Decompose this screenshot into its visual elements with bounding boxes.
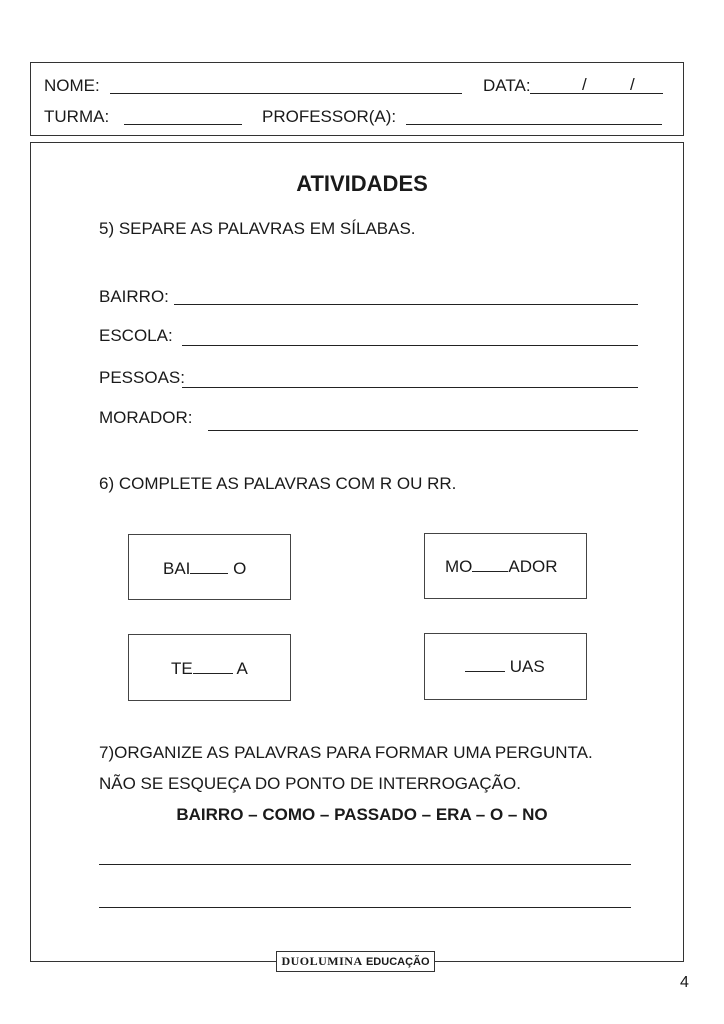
word-start: BAI [163,559,191,578]
word-end: O [233,559,247,578]
word-start: TE [171,659,193,678]
word-fill [163,559,246,579]
word-fill [171,659,248,679]
name-label: NOME: [44,76,100,95]
word-box [424,633,587,700]
date-separator: / [630,75,635,94]
word-end: UAS [509,657,545,676]
syllable-answer-line[interactable] [208,430,638,431]
page-title: ATIVIDADES [296,171,428,196]
word-fill [465,657,545,677]
name-field[interactable] [110,93,462,94]
syllable-answer-line[interactable] [182,387,638,388]
class-field[interactable] [124,124,242,125]
question-6-prompt: 6) COMPLETE AS PALAVRAS COM R OU RR. [99,474,457,493]
syllable-answer-line[interactable] [174,304,638,305]
date-label: DATA: [483,76,531,95]
syllable-word-label: ESCOLA: [99,326,173,345]
page-number: 4 [680,974,689,991]
word-fill [445,557,558,577]
teacher-label: PROFESSOR(A): [262,107,397,126]
word-box [128,534,291,600]
word-box [128,634,291,701]
syllable-word-label: BAIRRO: [99,287,169,306]
letter-blank[interactable] [190,559,228,574]
word-end: A [236,659,248,678]
answer-line[interactable] [99,864,631,865]
question-7-prompt: 7)ORGANIZE AS PALAVRAS PARA FORMAR UMA PERGUNTA. [99,743,593,762]
question-5-prompt: 5) SEPARE AS PALAVRAS EM SÍLABAS. [99,219,416,238]
letter-blank[interactable] [472,557,508,572]
scrambled-words: BAIRRO – COMO – PASSADO – ERA – O – NO [176,805,548,824]
answer-line[interactable] [99,907,631,908]
date-separator: / [582,75,587,94]
brand-name: DUOLUMINA [281,954,363,968]
question-7-note: NÃO SE ESQUEÇA DO PONTO DE INTERROGAÇÃO. [99,774,521,793]
syllable-word-label: PESSOAS: [99,368,185,387]
teacher-field[interactable] [406,124,662,125]
brand-subtitle: EDUCAÇÃO [365,956,430,968]
class-label: TURMA: [44,107,110,126]
word-start: MO [445,557,473,576]
syllable-answer-line[interactable] [182,345,638,346]
brand-logo [276,951,435,972]
letter-blank[interactable] [193,659,233,674]
word-end: ADOR [508,557,558,576]
date-field[interactable] [530,93,663,94]
word-box [424,533,587,599]
syllable-word-label: MORADOR: [99,408,193,427]
letter-blank[interactable] [465,657,505,672]
